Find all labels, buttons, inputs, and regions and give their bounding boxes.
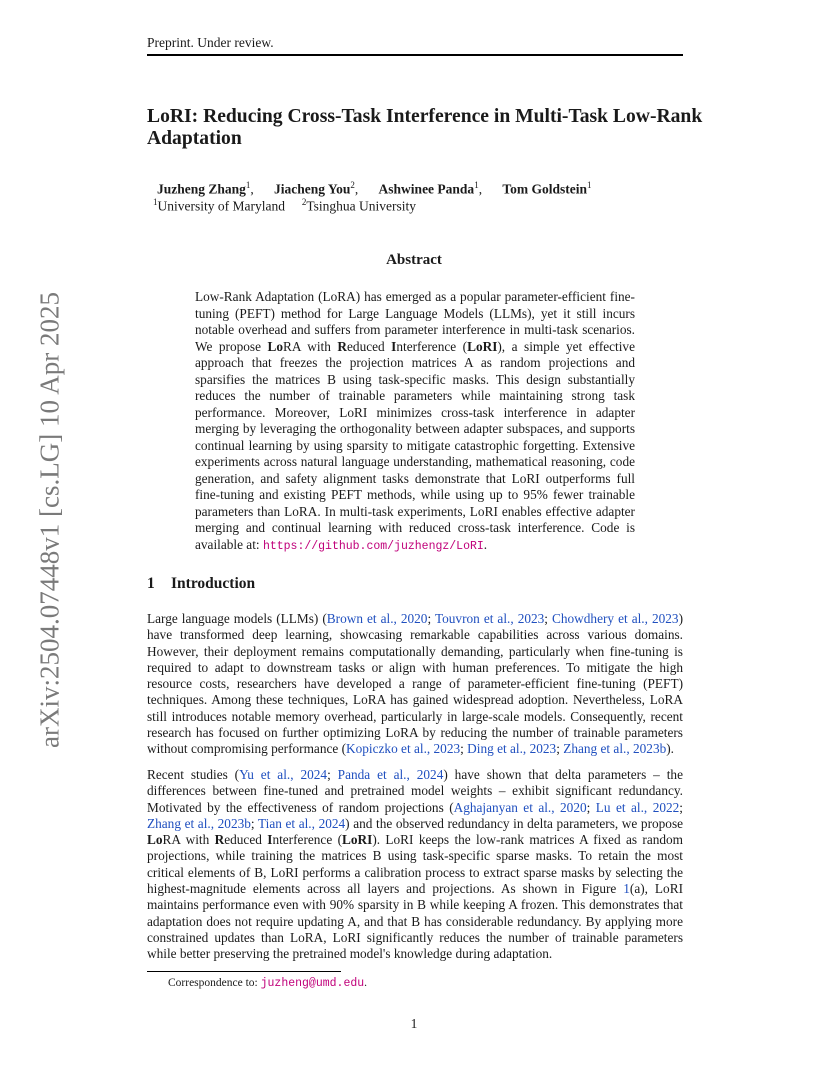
citation-link[interactable]: Panda et al., 2024 [337, 767, 444, 782]
author-name: Ashwinee Panda [378, 181, 475, 197]
abstract-heading: Abstract [386, 252, 442, 268]
footnote-rule [147, 971, 341, 972]
intro-paragraph-1: Large language models (LLMs) (Brown et al., 2020; Touvron et al., 2023; Chowdhery et al., 2023) have transformed deep learning, showcasing remarkable capabilities across various domains. However, their deployment remains computationally demanding, particularly when fine-tuning is required to adapt to downstream tasks or align with human preferences. To mitigate the high resource costs, researchers have developed a range of parameter-efficient fine-tuning (PEFT) techniques. Among these techniques, LoRA has gained widespread adoption. Nevertheless, LoRA still introduces notable memory overhead, particularly in large-scale models. Consequently, recent research has focused on further optimizing LoRA by reducing the number of trainable parameters without compromising performance (Kopiczko et al., 2023; Ding et al., 2023; Zhang et al., 2023b). [147, 611, 683, 757]
citation-link[interactable]: Tian et al., 2024 [257, 815, 346, 831]
figure-link[interactable]: 1 [623, 881, 630, 897]
intro-paragraph-2: Recent studies (Yu et al., 2024; Panda et al., 2024) have shown that delta parameters – the differences between fine-tuned and pretrained model weights – exhibit significant redundancy. Motivated by the effectiveness of random projections (Aghajanyan et al., 2020; Lu et al., 2022; Zhang et al., 2023b; Tian et al., 2024) and the observed redundancy in delta parameters, we propose LoRA with Reduced Interference (LoRI). LoRI keeps the low-rank matrices A fixed as random projections, while training the matrices B using task-specific sparse masks. To retain the most critical elements of B, LoRI performs a calibration process to extract sparse masks by selecting the highest-magnitude elements across all layers and projections. As shown in Figure 1(a), LoRI maintains performance even with 90% sparsity in B while keeping A frozen. This demonstrates that adaptation does not require updating A, and that B has considerable redundancy. By applying more constrained updates than LoRA, LoRI significantly reduces the number of trainable parameters while better preserving the pretrained model's knowledge during adaptation. [147, 767, 684, 962]
citation-link[interactable]: Yu et al., 2024 [239, 767, 328, 782]
citation-link[interactable]: Lu et al., 2022 [595, 799, 680, 815]
section-heading: 1 Introduction [147, 575, 256, 592]
email-link[interactable]: juzheng@umd.edu [260, 977, 365, 990]
author-name: Jiacheng You [274, 181, 351, 197]
author-name: Tom Goldstein [502, 181, 587, 197]
author-name: Juzheng Zhang [157, 181, 246, 197]
affiliation: Tsinghua University [306, 198, 417, 214]
page-number: 1 [410, 1016, 418, 1031]
citation-link[interactable]: Brown et al., 2020 [326, 611, 428, 626]
citation-link[interactable]: Zhang et al., 2023b [563, 741, 667, 757]
author-list: Juzheng Zhang$^1$, Jiacheng You$^2$, Ashwinee Panda$^1$, Tom Goldstein$^1$ [157, 180, 592, 197]
affiliation: University of Maryland [157, 198, 285, 214]
citation-link[interactable]: Aghajanyan et al., 2020 [453, 799, 587, 815]
header-rule [147, 54, 683, 56]
abstract-body: Low-Rank Adaptation (LoRA) has emerged as a popular parameter-efficient fine-tuning (PEFT) method for Large Language Models (LLMs), yet it still incurs notable overhead and suffers from parameter interference in multi-task scenarios. We propose LoRA with Reduced Interference (LoRI), a simple yet effective approach that freezes the projection matrices A as random projections and sparsifies the matrices B using task-specific masks. This design substantially reduces the number of trainable parameters while maintaining strong task performance. Moreover, LoRI minimizes cross-task interference in adapter merging by leveraging the orthogonality between adapter subspaces, and supports continual learning by using sparsity to mitigate catastrophic forgetting. Extensive experiments across natural language understanding, mathematical reasoning, code generation, and safety alignment tasks demonstrate that LoRI outperforms full fine-tuning and existing PEFT methods, while using up to 95% fewer trainable parameters than LoRA. In multi-task experiments, LoRI enables effective adapter merging and continual learning with reduced cross-task interference. Code is available at: https://github.com/juzhengz/LoRI. [195, 289, 635, 553]
citation-link[interactable]: Zhang et al., 2023b [147, 815, 251, 831]
paper-title: LoRI: Reducing Cross-Task Interference in Multi-Task Low-Rank Adaptation [147, 106, 703, 149]
affiliations: $^1$University of Maryland $^2$Tsinghua University [153, 197, 417, 214]
code-link[interactable]: https://github.com/juzhengz/LoRI [262, 539, 484, 553]
footnote: Correspondence to: juzheng@umd.edu. [168, 977, 368, 990]
citation-link[interactable]: Kopiczko et al., 2023 [346, 741, 461, 757]
citation-link[interactable]: Touvron et al., 2023 [434, 611, 545, 626]
citation-link[interactable]: Chowdhery et al., 2023 [552, 611, 679, 626]
arxiv-identifier: arXiv:2504.07448v1 [cs.LG] 10 Apr 2025 [34, 292, 65, 748]
page-header: Preprint. Under review. [147, 35, 274, 50]
citation-link[interactable]: Ding et al., 2023 [467, 741, 557, 757]
